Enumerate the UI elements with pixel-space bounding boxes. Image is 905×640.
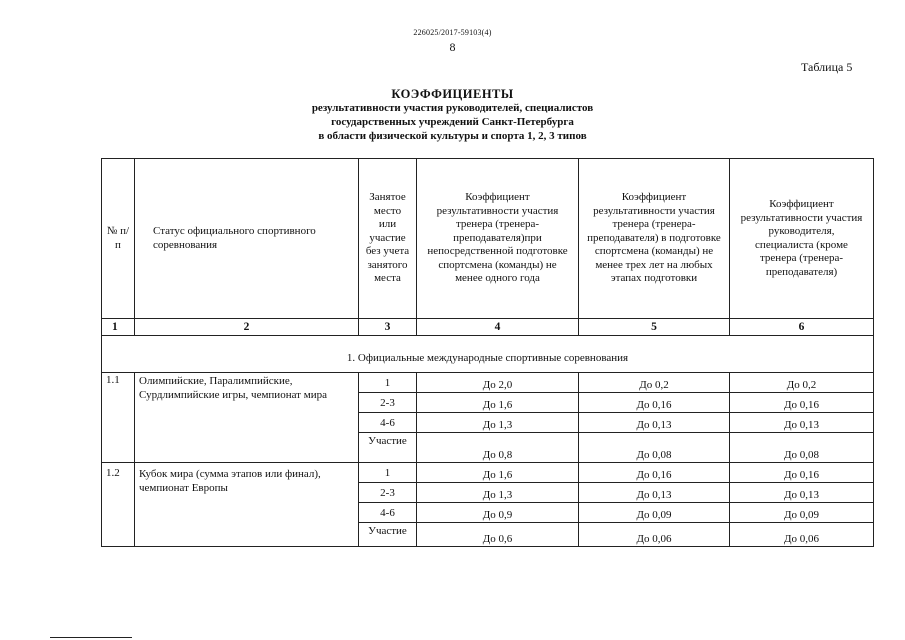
header-coef-trainer-1yr: Коэффициент результативности участия тренера (тренера-преподавателя)при непосредственной подготовке спортсмена (команды) не менее одного года [417, 159, 579, 319]
coef-cell: До 0,9 [417, 503, 579, 523]
coef-cell: До 1,6 [417, 393, 579, 413]
place-cell: Участие [359, 433, 417, 463]
section-title: 1. Официальные международные спортивные соревнования [102, 336, 874, 373]
title-line-2: государственных учреждений Санкт-Петербурга [331, 116, 574, 128]
place-cell: 1 [359, 373, 417, 393]
coef-cell: До 0,13 [579, 413, 730, 433]
coef-cell: До 0,13 [579, 483, 730, 503]
title-main: КОЭФФИЦИЕНТЫ [391, 87, 514, 101]
group-status: Кубок мира (сумма этапов или финал), чемпионат Европы [135, 463, 359, 547]
coef-cell: До 0,16 [730, 463, 874, 483]
place-cell: 4-6 [359, 413, 417, 433]
coef-cell: До 0,2 [730, 373, 874, 393]
coef-cell: До 1,3 [417, 483, 579, 503]
title-line-3: в области физической культуры и спорта 1, 2, 3 типов [318, 130, 587, 142]
group-code: 1.2 [102, 463, 135, 547]
coef-cell: До 0,6 [417, 523, 579, 547]
header-status: Статус официального спортивного соревнования [135, 159, 359, 319]
column-number: 2 [135, 319, 359, 336]
coef-cell: До 0,16 [730, 393, 874, 413]
coef-cell: До 2,0 [417, 373, 579, 393]
column-number: 3 [359, 319, 417, 336]
document-id: 226025/2017-59103(4) [413, 28, 492, 37]
table-row [102, 373, 874, 393]
column-number: 6 [730, 319, 874, 336]
coef-cell: До 0,08 [730, 433, 874, 463]
place-cell: 2-3 [359, 393, 417, 413]
group-status: Олимпийские, Паралимпийские, Сурдлимпийские игры, чемпионат мира [135, 373, 359, 463]
footnote-divider [50, 637, 132, 638]
coef-cell: До 0,13 [730, 413, 874, 433]
coef-cell: До 0,09 [579, 503, 730, 523]
coef-cell: До 0,13 [730, 483, 874, 503]
coef-cell: До 1,3 [417, 413, 579, 433]
title-line-1: результативности участия руководителей, специалистов [311, 102, 594, 114]
table-title [0, 87, 905, 143]
column-number-row [102, 319, 874, 336]
coef-cell: До 0,08 [579, 433, 730, 463]
header-place: Занятое место или участие без учета занятого места [359, 159, 417, 319]
coef-cell: До 0,2 [579, 373, 730, 393]
column-number: 5 [579, 319, 730, 336]
place-cell: 1 [359, 463, 417, 483]
coef-cell: До 0,16 [579, 393, 730, 413]
header-coef-trainer-3yr: Коэффициент результативности участия тренера (тренера-преподавателя) в подготовке спортсмена (команды) не менее трех лет на любых этапах подготовки [579, 159, 730, 319]
place-cell: 4-6 [359, 503, 417, 523]
coefficients-table [101, 158, 874, 547]
coef-cell: До 1,6 [417, 463, 579, 483]
header-row [102, 159, 874, 319]
section-row [102, 336, 874, 373]
place-cell: Участие [359, 523, 417, 547]
coef-cell: До 0,06 [730, 523, 874, 547]
header-number: № п/п [102, 159, 135, 319]
header-coef-manager: Коэффициент результативности участия руководителя, специалиста (кроме тренера (тренера-преподавателя) [730, 159, 874, 319]
column-number: 1 [102, 319, 135, 336]
column-number: 4 [417, 319, 579, 336]
coef-cell: До 0,09 [730, 503, 874, 523]
page-number: 8 [449, 40, 456, 54]
coef-cell: До 0,06 [579, 523, 730, 547]
coef-cell: До 0,16 [579, 463, 730, 483]
group-code: 1.1 [102, 373, 135, 463]
table-row [102, 463, 874, 483]
coef-cell: До 0,8 [417, 433, 579, 463]
place-cell: 2-3 [359, 483, 417, 503]
table-label: Таблица 5 [801, 60, 853, 74]
